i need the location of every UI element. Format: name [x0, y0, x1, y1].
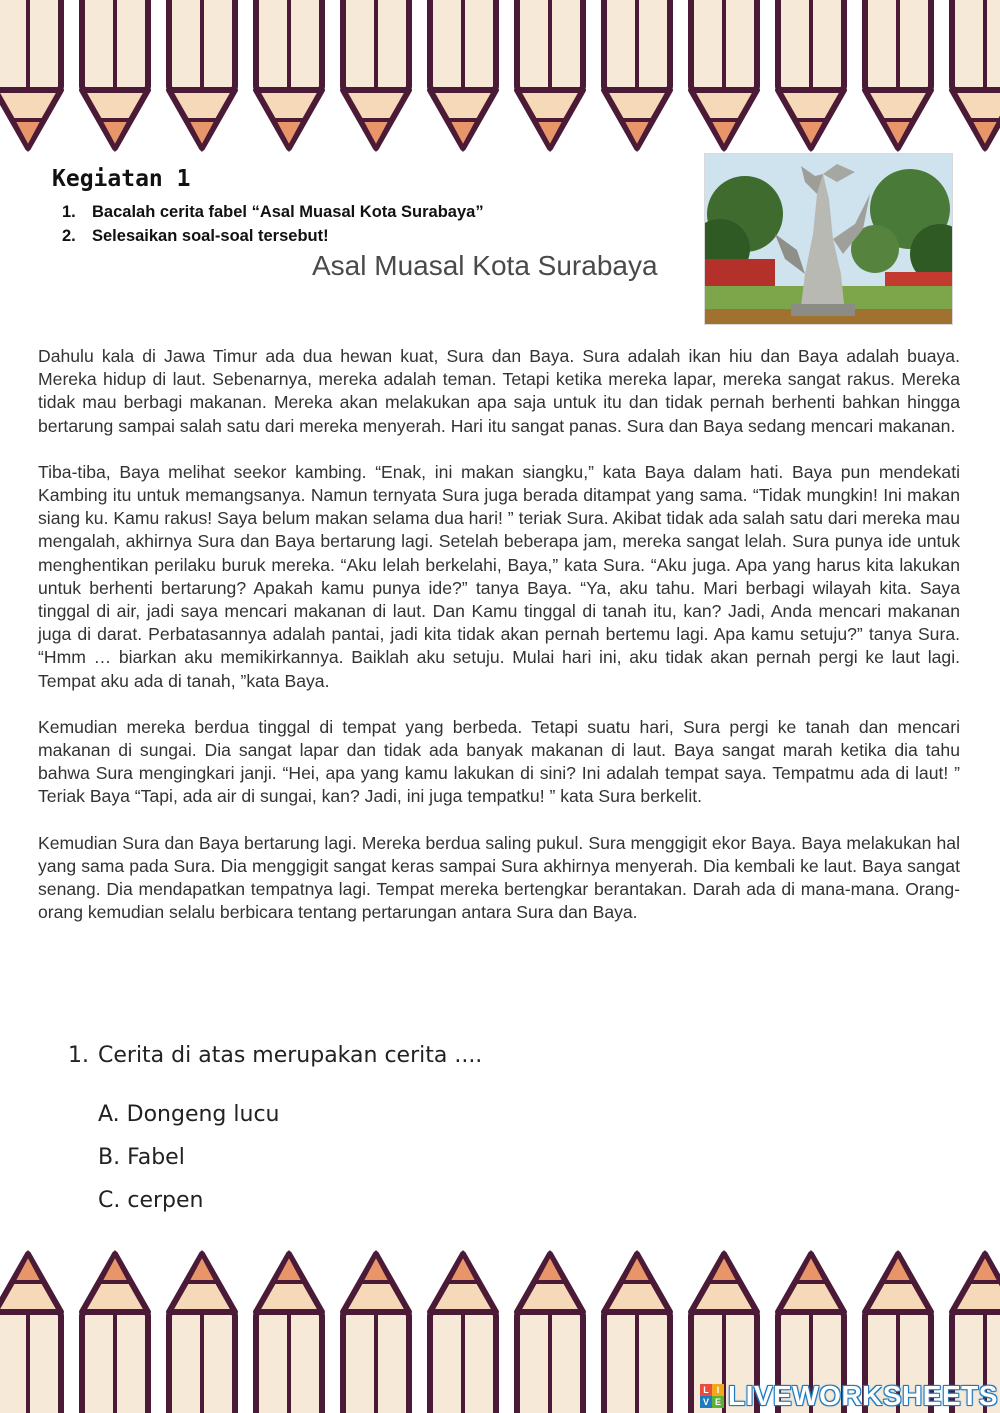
question-1 — [68, 1043, 482, 1068]
pencil-border-top-graphic — [0, 0, 1000, 160]
instruction-text: Bacalah cerita fabel “Asal Muasal Kota Surabaya” — [92, 203, 484, 221]
pencil-icon — [256, 1254, 322, 1413]
instruction-number: 1. — [62, 203, 76, 221]
pencil-icon — [865, 0, 931, 148]
logo-letter: I — [712, 1384, 724, 1396]
pencil-icon — [169, 0, 235, 148]
question-number: 1. — [68, 1043, 89, 1068]
pencil-icon — [343, 0, 409, 148]
pencil-icon — [430, 1254, 496, 1413]
pencil-icon — [169, 1254, 235, 1413]
logo-letter: L — [700, 1384, 712, 1396]
story-paragraph: Dahulu kala di Jawa Timur ada dua hewan kuat, Sura dan Baya. Sura adalah ikan hiu dan Baya adalah buaya. Mereka hidup di laut. Sebenarnya, mereka adalah teman. Tetapi ketika mereka lapar, mereka sangat rakus. Mereka tidak mau berbagi makanan. Mereka akan melakukan apa saja untuk itu dan tidak pernah berhenti bahkan hingga bertarung sampai salah satu dari mereka menyerah. Hari itu sangat panas. Sura dan Baya sedang mencari makanan. — [38, 346, 960, 436]
surabaya-monument-photo — [704, 153, 953, 325]
pencil-icon — [517, 0, 583, 148]
pencil-icon — [430, 0, 496, 148]
story-paragraph: Tiba-tiba, Baya melihat seekor kambing. “Enak, ini makan siangku,” kata Baya dalam hati. Baya pun mendekati Kambing itu untuk memangsanya. Namun ternyata Sura juga berada ditampat yang sama. “Tidak mungkin! Ini makan siang ku. Kamu rakus! Saya belum makan selama dua hari! ” teriak Sura. Akibat tidak ada salah satu dari mereka mau mengalah, akhirnya Sura dan Baya bertarung lagi. Setelah beberapa jam, mereka sangat lelah. Sura punya ide untuk menghentikan perilaku buruk mereka. “Aku lelah berkelahi, Baya,” kata Sura. “Aku juga. Apa yang harus kita lakukan untuk berhenti bertarung? Apakah kamu punya ide?” tanya Baya. “Ya, aku tahu. Mari berbagi wilayah kita. Saya tinggal di air, jadi saya mencari makanan di laut. Dan Kamu tinggal di tanah itu, kan? Jadi, Anda mencari makanan juga di darat. Perbatasannya adalah pantai, jadi kita tidak akan pernah bertemu lagi. Apa kamu setuju?” tanya Sura. “Hmm … biarkan aku memikirkannya. Baiklah aku setuju. Mulai hari ini, aku tidak akan pernah pergi ke laut lagi. Tempat aku ada di tanah, ”kata Baya. — [38, 461, 960, 691]
pencil-icon — [778, 0, 844, 148]
watermark-text: LIVEWORKSHEETS — [728, 1380, 998, 1411]
liveworksheets-logo-icon — [700, 1384, 724, 1408]
pencil-icon — [256, 0, 322, 148]
pencil-icon — [82, 1254, 148, 1413]
answer-option-b[interactable]: B. Fabel — [98, 1145, 185, 1170]
instruction-number: 2. — [62, 227, 76, 245]
liveworksheets-watermark — [700, 1380, 998, 1412]
pencil-icon — [604, 1254, 670, 1413]
question-text: Cerita di atas merupakan cerita .... — [98, 1043, 483, 1068]
story-paragraph: Kemudian Sura dan Baya bertarung lagi. Mereka berdua saling pukul. Sura menggigit ekor Baya. Baya melakukan hal yang sama pada Sura. Dia menggigit sangat keras sampai Sura akhirnya menyerah. Dia kembali ke laut. Baya sangat senang. Dia mendapatkan tempatnya lagi. Tempat mereka bertengkar berantakan. Darah ada di mana-mana. Orang-orang kemudian selalu berbicara tentang pertarungan antara Sura dan Baya. — [38, 832, 960, 923]
story-text — [38, 345, 960, 947]
monument-illustration — [705, 154, 952, 324]
answer-option-a[interactable]: A. Dongeng lucu — [98, 1102, 280, 1127]
logo-letter: V — [700, 1396, 712, 1408]
pencil-icon — [691, 0, 757, 148]
pencil-icon — [0, 1254, 61, 1413]
instruction-item — [62, 200, 484, 224]
story-title: Asal Muasal Kota Surabaya — [312, 250, 658, 281]
story-paragraph: Kemudian mereka berdua tinggal di tempat yang berbeda. Tetapi suatu hari, Sura pergi ke tanah dan mencari makanan di sungai. Dia sangat lapar dan tidak ada banyak makanan di laut. Baya sangat marah ketika dia tahu bahwa Sura mengingkari janji. “Hei, apa yang kamu lakukan di sini? Ini adalah tempat saya. Tempatmu ada di laut! ” Teriak Baya “Tapi, ada air di sungai, kan? Jadi, ini juga tempatku! ” kata Sura berkelit. — [38, 716, 960, 807]
pencil-border-top — [0, 0, 1000, 160]
pencil-icon — [0, 0, 61, 148]
pencil-icon — [517, 1254, 583, 1413]
instruction-list — [62, 200, 484, 248]
logo-letter: E — [712, 1396, 724, 1408]
pencil-icon — [82, 0, 148, 148]
pencil-icon — [343, 1254, 409, 1413]
pencil-icon — [952, 0, 1000, 148]
pencil-icon — [604, 0, 670, 148]
instruction-item — [62, 224, 484, 248]
answer-options — [98, 1099, 280, 1228]
answer-option-c[interactable]: C. cerpen — [98, 1188, 204, 1213]
instruction-text: Selesaikan soal-soal tersebut! — [92, 227, 329, 245]
activity-heading: Kegiatan 1 — [52, 166, 191, 192]
